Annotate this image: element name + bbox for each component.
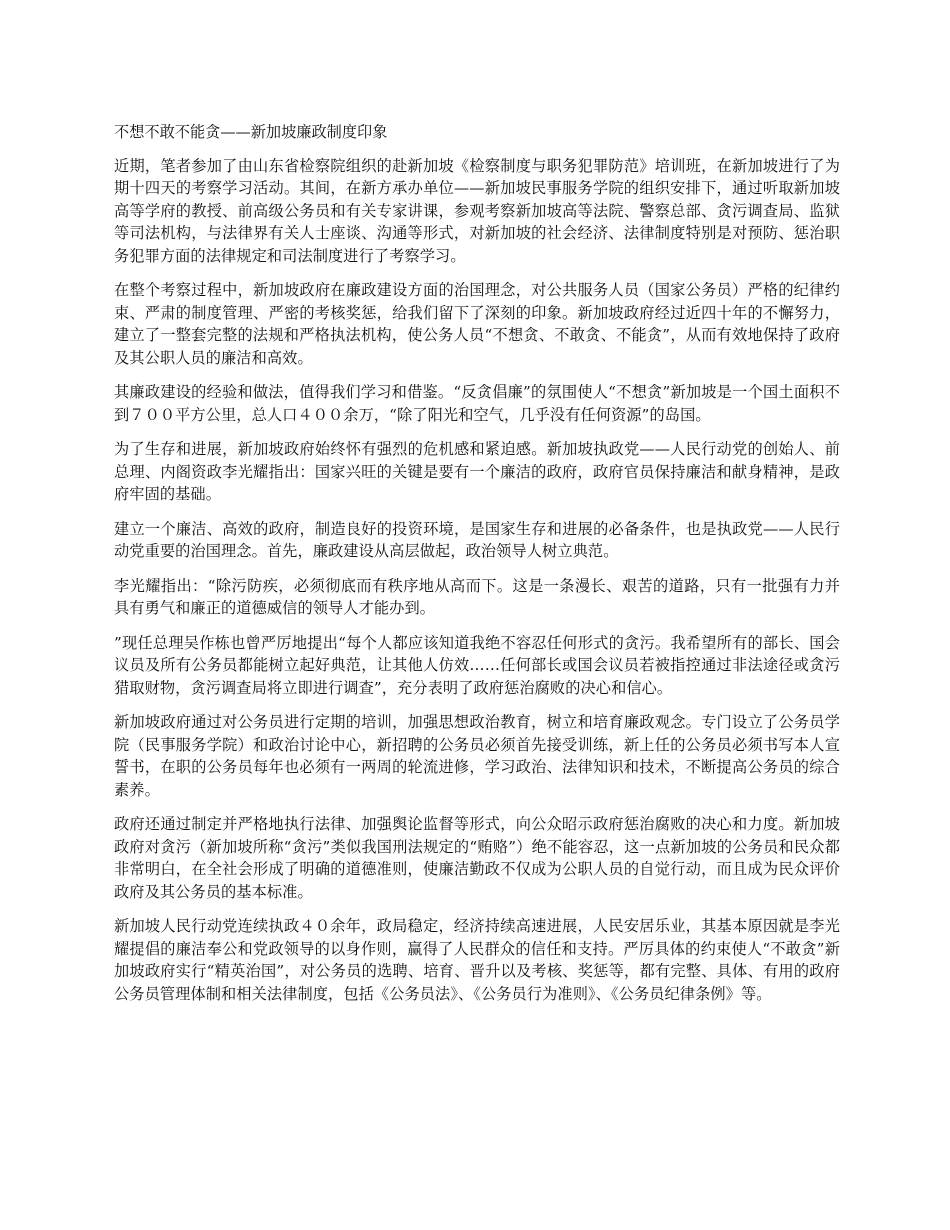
paragraph-2: 在整个考察过程中，新加坡政府在廉政建设方面的治国理念，对公共服务人员（国家公务员）严格的纪律约束、严肃的制度管理、严密的考核奖惩，给我们留下了深刻的印象。新加坡政府经过近四十年的不懈努力，建立了一整套完整的法规和严格执法机构，使公务人员“不想贪、不敢贪、不能贪”，从而有效地保持了政府及其公职人员的廉洁和高效。	[114, 281, 840, 367]
paragraph-8: 新加坡政府通过对公务员进行定期的培训，加强思想政治教育，树立和培育廉政观念。专门设立了公务员学院（民事服务学院）和政治讨论中心，新招聘的公务员必须首先接受训练，新上任的公务员必须书写本人宣誓书，在职的公务员每年也必须有一两周的轮流进修，学习政治、法律知识和技术，不断提高公务员的综合素养。	[114, 713, 840, 799]
document-title: 不想不敢不能贪——新加坡廉政制度印象	[114, 123, 388, 141]
paragraph-10: 新加坡人民行动党连续执政４０余年，政局稳定，经济持续高速进展，人民安居乐业，其基本原因就是李光耀提倡的廉洁奉公和党政领导的以身作则，赢得了人民群众的信任和支持。严厉具体的约束使人“不敢贪”新加坡政府实行“精英治国”，对公务员的选聘、培育、晋升以及考核、奖惩等，都有完整、具体、有用的政府公务员管理体制和相关法律制度，包括《公务员法》、《公务员行为准则》、《公务员纪律条例》等。	[114, 917, 840, 1003]
paragraph-7: ”现任总理吴作栋也曾严厉地提出“每个人都应该知道我绝不容忍任何形式的贪污。我希望所有的部长、国会议员及所有公务员都能树立起好典范，让其他人仿效……任何部长或国会议员若被指控通过非法途径或贪污猎取财物，贪污调查局将立即进行调查”，充分表明了政府惩治腐败的决心和信心。	[114, 633, 840, 697]
document-page	[114, 121, 840, 1017]
paragraph-9: 政府还通过制定并严格地执行法律、加强舆论监督等形式，向公众昭示政府惩治腐败的决心和力度。新加坡政府对贪污（新加坡所称“贪污”类似我国刑法规定的“贿赂”）绝不能容忍，这一点新加坡的公务员和民众都非常明白，在全社会形成了明确的道德准则，使廉洁勤政不仅成为公职人员的自觉行动，而且成为民众评价政府及其公务员的基本标准。	[114, 815, 840, 901]
paragraph-5: 建立一个廉洁、高效的政府，制造良好的投资环境，是国家生存和进展的必备条件，也是执政党——人民行动党重要的治国理念。首先，廉政建设从高层做起，政治领导人树立典范。	[114, 519, 840, 560]
paragraph-1: 近期，笔者参加了由山东省检察院组织的赴新加坡《检察制度与职务犯罪防范》培训班，在新加坡进行了为期十四天的考察学习活动。其间，在新方承办单位——新加坡民事服务学院的组织安排下，通过听取新加坡高等学府的教授、前高级公务员和有关专家讲课，参观考察新加坡高等法院、警察总部、贪污调查局、监狱等司法机构，与法律界有关人士座谈、沟通等形式，对新加坡的社会经济、法律制度特别是对预防、惩治职务犯罪方面的法律规定和司法制度进行了考察学习。	[114, 156, 840, 265]
paragraph-3: 其廉政建设的经验和做法，值得我们学习和借鉴。“反贪倡廉”的氛围使人“不想贪”新加坡是一个国土面积不到７００平方公里，总人口４００余万，“除了阳光和空气，几乎没有任何资源”的岛国。	[114, 383, 840, 424]
paragraph-6: 李光耀指出：“除污防疾，必须彻底而有秩序地从高而下。这是一条漫长、艰苦的道路，只有一批强有力并具有勇气和廉正的道德威信的领导人才能办到。	[114, 576, 840, 617]
paragraph-4: 为了生存和进展，新加坡政府始终怀有强烈的危机感和紧迫感。新加坡执政党——人民行动党的创始人、前总理、内阁资政李光耀指出：国家兴旺的关键是要有一个廉洁的政府，政府官员保持廉洁和献身精神，是政府牢固的基础。	[114, 440, 840, 503]
